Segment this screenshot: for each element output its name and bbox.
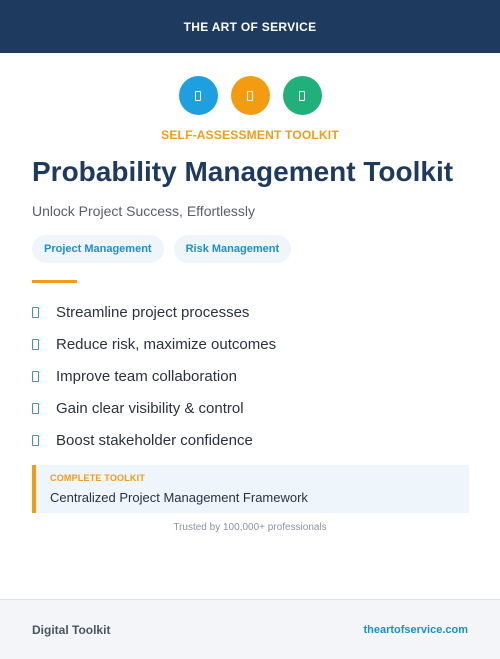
toolkit-callout bbox=[32, 465, 469, 513]
footer bbox=[0, 599, 500, 659]
green-document-icon bbox=[283, 76, 322, 115]
icon-row bbox=[0, 76, 500, 115]
brand-name: THE ART OF SERVICE bbox=[183, 19, 317, 34]
feature-text: Gain clear visibility & control bbox=[56, 399, 244, 417]
blue-document-icon bbox=[179, 76, 218, 115]
feature-item bbox=[32, 296, 276, 328]
check-icon bbox=[32, 371, 39, 382]
check-icon bbox=[32, 307, 39, 318]
feature-list bbox=[32, 296, 276, 456]
check-icon bbox=[32, 435, 39, 446]
tag-list bbox=[32, 235, 291, 263]
top-banner bbox=[0, 0, 500, 53]
feature-text: Streamline project processes bbox=[56, 303, 250, 321]
callout-label: COMPLETE TOOLKIT bbox=[50, 473, 146, 483]
callout-value: Centralized Project Management Framework bbox=[50, 490, 308, 505]
feature-text: Reduce risk, maximize outcomes bbox=[56, 335, 277, 353]
feature-item bbox=[32, 392, 276, 424]
feature-item bbox=[32, 424, 276, 456]
check-icon bbox=[32, 403, 39, 414]
accent-divider bbox=[32, 280, 77, 283]
feature-item bbox=[32, 360, 276, 392]
footer-label: Digital Toolkit bbox=[32, 622, 111, 637]
tag-risk-management: Risk Management bbox=[174, 235, 292, 263]
orange-document-icon bbox=[231, 76, 270, 115]
website-link[interactable]: theartofservice.com bbox=[363, 623, 468, 636]
feature-item bbox=[32, 328, 276, 360]
feature-text: Improve team collaboration bbox=[56, 367, 237, 385]
tag-project-management: Project Management bbox=[32, 235, 164, 263]
check-icon bbox=[32, 339, 39, 350]
kicker-label: SELF-ASSESSMENT TOOLKIT bbox=[161, 128, 339, 142]
trust-statement: Trusted by 100,000+ professionals bbox=[173, 522, 327, 533]
subtitle: Unlock Project Success, Effortlessly bbox=[32, 203, 256, 219]
feature-text: Boost stakeholder confidence bbox=[56, 431, 253, 449]
page-title: Probability Management Toolkit bbox=[32, 156, 454, 187]
